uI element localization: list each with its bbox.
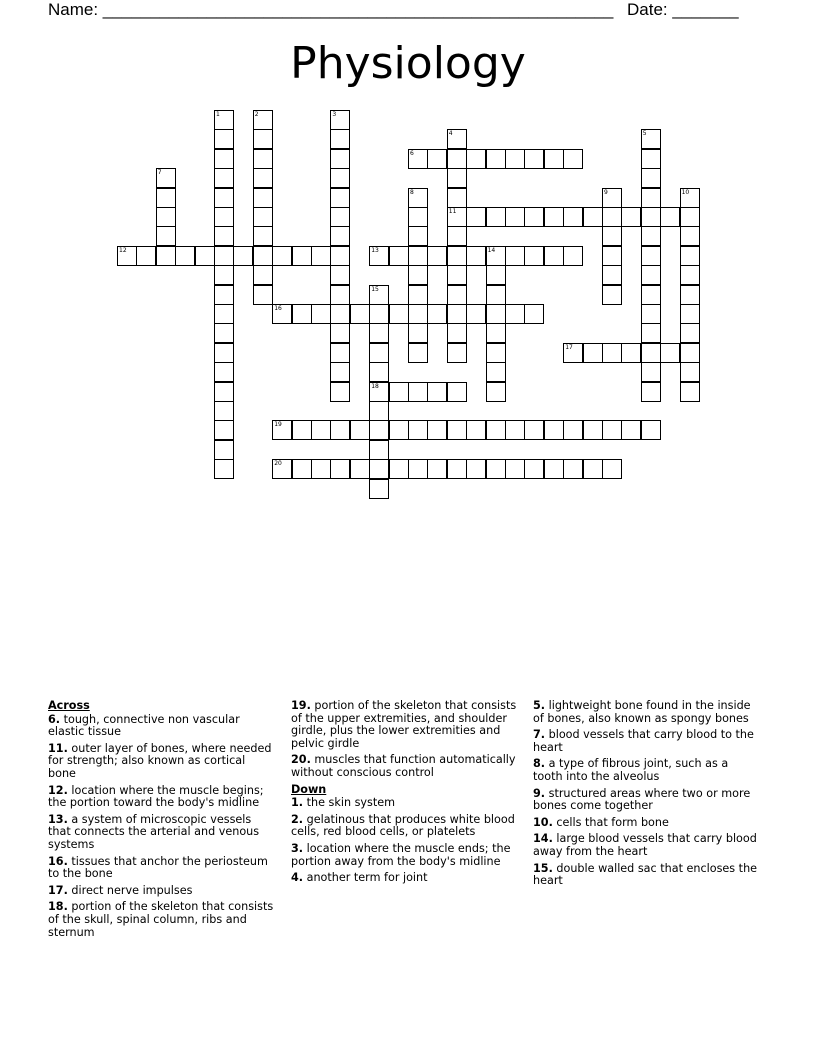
grid-clue-number: 5	[642, 130, 647, 138]
grid-cell[interactable]	[330, 207, 350, 227]
grid-cell[interactable]	[214, 440, 234, 460]
grid-cell[interactable]	[563, 420, 583, 440]
grid-cell[interactable]	[447, 304, 467, 324]
grid-cell[interactable]	[486, 323, 506, 343]
grid-clue-number: 8	[410, 188, 414, 196]
grid-cell[interactable]	[447, 188, 467, 208]
clue-down-7	[533, 729, 761, 754]
grid-cell[interactable]	[330, 362, 350, 382]
grid-cell[interactable]	[680, 246, 700, 266]
clue-number: 4.	[291, 871, 304, 885]
grid-clue-number: 9	[604, 188, 608, 196]
clue-down-2	[291, 814, 519, 839]
clue-across-19	[291, 700, 519, 750]
grid-cell[interactable]	[641, 207, 661, 227]
grid-clue-number: 19	[274, 421, 282, 429]
clue-text: a type of fibrous joint, such as a tooth into the alveolus	[533, 757, 729, 783]
grid-cell[interactable]	[641, 265, 661, 285]
grid-cell[interactable]	[350, 304, 370, 324]
name-field-label[interactable]: Name: ______________________________________________________	[48, 0, 614, 19]
clue-column-3	[533, 700, 761, 892]
clue-text: blood vessels that carry blood to the heart	[533, 728, 754, 754]
grid-cell[interactable]	[505, 149, 525, 169]
grid-cell[interactable]	[427, 459, 447, 479]
grid-cell[interactable]	[447, 323, 467, 343]
clue-number: 16.	[48, 854, 68, 868]
grid-cell[interactable]	[680, 323, 700, 343]
clue-number: 20.	[291, 753, 311, 767]
grid-cell[interactable]	[505, 207, 525, 227]
grid-cell[interactable]	[253, 226, 273, 246]
grid-clue-number: 11	[448, 208, 457, 215]
grid-cell[interactable]	[563, 459, 583, 479]
clue-text: portion of the skeleton that consists of the upper extremities, and shoulder girdle, plus the lower extremities and pelvic girdle	[291, 699, 517, 750]
grid-cell[interactable]	[389, 246, 409, 266]
grid-cell[interactable]	[621, 420, 641, 440]
clue-text: tissues that anchor the periosteum to the bone	[48, 854, 268, 881]
grid-clue-number: 6	[410, 149, 414, 157]
clue-number: 7.	[533, 728, 546, 742]
grid-cell[interactable]	[350, 420, 370, 440]
grid-cell[interactable]	[641, 343, 661, 363]
grid-cell[interactable]	[408, 207, 428, 227]
clue-number: 5.	[533, 699, 546, 712]
grid-cell[interactable]	[253, 207, 273, 227]
clue-across-18	[48, 901, 276, 939]
grid-cell[interactable]	[544, 246, 564, 266]
grid-clue-number: 4	[448, 130, 453, 138]
grid-cell[interactable]	[214, 246, 234, 266]
grid-cell[interactable]	[311, 459, 331, 479]
grid-cell[interactable]	[641, 323, 661, 343]
grid-cell[interactable]	[602, 226, 622, 246]
grid-clue-number: 1	[216, 111, 220, 118]
grid-cell[interactable]	[253, 129, 273, 149]
grid-cell[interactable]	[214, 149, 234, 169]
grid-cell[interactable]	[389, 420, 409, 440]
clue-number: 11.	[48, 741, 68, 755]
grid-cell[interactable]	[486, 362, 506, 382]
clue-down-3	[291, 843, 519, 868]
grid-cell[interactable]	[466, 459, 486, 479]
grid-cell[interactable]	[389, 459, 409, 479]
clue-text: tough, connective non vascular elastic tissue	[48, 712, 240, 739]
grid-cell[interactable]	[660, 343, 680, 363]
grid-cell[interactable]	[602, 265, 622, 285]
grid-cell[interactable]	[680, 265, 700, 285]
grid-cell[interactable]	[466, 304, 486, 324]
grid-cell[interactable]	[427, 304, 447, 324]
clue-column-1	[48, 700, 276, 943]
grid-cell[interactable]	[583, 207, 603, 227]
grid-cell[interactable]	[486, 343, 506, 363]
grid-cell[interactable]	[486, 382, 506, 402]
clue-across-16	[48, 856, 276, 881]
grid-cell[interactable]	[447, 246, 467, 266]
grid-cell[interactable]	[156, 188, 176, 208]
grid-cell[interactable]	[621, 343, 641, 363]
grid-cell[interactable]	[408, 246, 428, 266]
grid-cell[interactable]	[602, 343, 622, 363]
grid-cell[interactable]	[524, 246, 544, 266]
clue-text: a system of microscopic vessels that connects the arterial and venous systems	[48, 812, 260, 851]
clue-down-14	[533, 833, 761, 858]
grid-cell[interactable]	[505, 459, 525, 479]
grid-cell[interactable]	[330, 226, 350, 246]
grid-clue-number: 7	[157, 169, 162, 177]
grid-cell[interactable]	[602, 285, 622, 305]
grid-cell[interactable]	[253, 168, 273, 188]
grid-cell[interactable]	[641, 382, 661, 402]
grid-cell[interactable]	[602, 207, 622, 227]
grid-clue-number: 20	[274, 460, 282, 468]
grid-cell[interactable]	[602, 420, 622, 440]
grid-cell[interactable]	[330, 149, 350, 169]
grid-cell[interactable]	[641, 226, 661, 246]
grid-cell[interactable]	[330, 459, 350, 479]
grid-cell[interactable]	[369, 343, 389, 363]
clue-column-2	[291, 700, 519, 889]
grid-clue-number: 17	[565, 343, 573, 351]
clue-number: 17.	[48, 883, 68, 897]
grid-cell[interactable]	[563, 149, 583, 169]
grid-cell[interactable]	[214, 285, 234, 305]
grid-cell[interactable]	[680, 285, 700, 305]
grid-cell[interactable]	[427, 382, 447, 402]
grid-cell[interactable]	[408, 382, 428, 402]
grid-cell[interactable]	[214, 420, 234, 440]
grid-cell[interactable]	[641, 420, 661, 440]
clue-number: 13.	[48, 812, 68, 826]
clue-across-13	[48, 814, 276, 852]
clue-number: 19.	[291, 699, 311, 712]
grid-cell[interactable]	[544, 207, 564, 227]
down-heading: Down	[291, 782, 327, 796]
grid-cell[interactable]	[602, 459, 622, 479]
grid-cell[interactable]	[408, 459, 428, 479]
grid-cell[interactable]	[427, 420, 447, 440]
grid-clue-number: 3	[332, 111, 337, 118]
clue-across-11	[48, 743, 276, 781]
grid-cell[interactable]	[486, 149, 506, 169]
grid-cell[interactable]	[505, 304, 525, 324]
grid-cell[interactable]	[524, 420, 544, 440]
grid-cell[interactable]	[486, 285, 506, 305]
clue-down-15	[533, 863, 761, 888]
grid-clue-number: 16	[274, 305, 282, 312]
clue-text: another term for joint	[306, 871, 428, 885]
clue-number: 3.	[291, 841, 304, 855]
grid-cell[interactable]	[505, 420, 525, 440]
date-field-label[interactable]: Date: _______	[627, 0, 739, 19]
grid-cell[interactable]	[447, 285, 467, 305]
grid-cell[interactable]	[292, 459, 312, 479]
clue-text: direct nerve impulses	[71, 883, 193, 897]
grid-cell[interactable]	[330, 382, 350, 402]
grid-clue-number: 15	[371, 285, 379, 293]
clue-number: 18.	[48, 900, 68, 914]
grid-cell[interactable]	[214, 226, 234, 246]
grid-cell[interactable]	[311, 246, 331, 266]
grid-cell[interactable]	[602, 246, 622, 266]
grid-cell[interactable]	[156, 246, 176, 266]
clue-number: 14.	[533, 832, 553, 846]
clue-text: the skin system	[306, 796, 396, 810]
grid-cell[interactable]	[311, 420, 331, 440]
clue-number: 12.	[48, 783, 68, 797]
grid-cell[interactable]	[195, 246, 215, 266]
grid-cell[interactable]	[350, 459, 370, 479]
grid-cell[interactable]	[408, 226, 428, 246]
grid-cell[interactable]	[486, 459, 506, 479]
page-title: Physiology	[290, 38, 526, 89]
grid-cell[interactable]	[408, 420, 428, 440]
grid-cell[interactable]	[486, 207, 506, 227]
grid-cell[interactable]	[641, 285, 661, 305]
grid-cell[interactable]	[408, 304, 428, 324]
grid-clue-number: 13	[371, 246, 379, 254]
grid-cell[interactable]	[156, 207, 176, 227]
clue-number: 8.	[533, 757, 546, 771]
grid-cell[interactable]	[408, 343, 428, 363]
grid-cell[interactable]	[447, 168, 467, 188]
grid-cell[interactable]	[369, 420, 389, 440]
grid-cell[interactable]	[214, 304, 234, 324]
grid-cell[interactable]	[680, 343, 700, 363]
grid-cell[interactable]	[641, 362, 661, 382]
grid-cell[interactable]	[427, 149, 447, 169]
clue-number: 6.	[48, 712, 61, 726]
grid-cell[interactable]	[583, 343, 603, 363]
grid-clue-number: 2	[254, 111, 259, 118]
grid-cell[interactable]	[524, 149, 544, 169]
grid-cell[interactable]	[408, 285, 428, 305]
grid-cell[interactable]	[214, 168, 234, 188]
grid-cell[interactable]	[641, 246, 661, 266]
clue-across-17	[48, 885, 276, 898]
grid-cell[interactable]	[641, 149, 661, 169]
grid-cell[interactable]	[253, 188, 273, 208]
grid-cell[interactable]	[330, 168, 350, 188]
grid-cell[interactable]	[156, 226, 176, 246]
grid-cell[interactable]	[447, 459, 467, 479]
clue-list	[48, 700, 768, 960]
clue-number: 2.	[291, 812, 304, 826]
grid-cell[interactable]	[563, 207, 583, 227]
grid-cell[interactable]	[524, 459, 544, 479]
grid-cell[interactable]	[680, 207, 700, 227]
grid-cell[interactable]	[641, 168, 661, 188]
grid-clue-number: 14	[487, 246, 496, 254]
grid-cell[interactable]	[330, 129, 350, 149]
grid-cell[interactable]	[330, 420, 350, 440]
clue-text: muscles that function automatically without conscious control	[291, 753, 516, 779]
grid-cell[interactable]	[369, 304, 389, 324]
grid-cell[interactable]	[330, 285, 350, 305]
clue-across-6	[48, 714, 276, 739]
grid-cell[interactable]	[136, 246, 156, 266]
grid-cell[interactable]	[447, 226, 467, 246]
grid-cell[interactable]	[330, 304, 350, 324]
grid-cell[interactable]	[447, 149, 467, 169]
grid-cell[interactable]	[486, 304, 506, 324]
clue-across-20	[291, 754, 519, 779]
grid-cell[interactable]	[330, 343, 350, 363]
clue-text: location where the muscle ends; the portion away from the body's midline	[291, 841, 511, 868]
grid-cell[interactable]	[214, 188, 234, 208]
grid-cell[interactable]	[330, 265, 350, 285]
grid-cell[interactable]	[214, 459, 234, 479]
grid-cell[interactable]	[466, 207, 486, 227]
grid-cell[interactable]	[330, 246, 350, 266]
grid-cell[interactable]	[563, 246, 583, 266]
clue-number: 1.	[291, 796, 304, 810]
clue-text: location where the muscle begins; the portion toward the body's midline	[48, 783, 264, 810]
crossword-grid[interactable]	[0, 0, 816, 520]
clue-text: outer layer of bones, where needed for strength; also known as cortical bone	[48, 741, 272, 780]
grid-cell[interactable]	[621, 207, 641, 227]
clue-text: gelatinous that produces white blood cells, red blood cells, or platelets	[291, 812, 515, 839]
clue-down-1	[291, 797, 519, 810]
grid-cell[interactable]	[524, 207, 544, 227]
clue-text: double walled sac that encloses the heart	[533, 861, 758, 888]
grid-cell[interactable]	[214, 362, 234, 382]
grid-cell[interactable]	[524, 304, 544, 324]
grid-cell[interactable]	[253, 246, 273, 266]
grid-cell[interactable]	[583, 420, 603, 440]
grid-cell[interactable]	[292, 420, 312, 440]
grid-cell[interactable]	[466, 420, 486, 440]
grid-cell[interactable]	[214, 343, 234, 363]
grid-cell[interactable]	[447, 265, 467, 285]
grid-cell[interactable]	[292, 304, 312, 324]
grid-cell[interactable]	[311, 304, 331, 324]
grid-cell[interactable]	[369, 459, 389, 479]
grid-cell[interactable]	[447, 420, 467, 440]
grid-cell[interactable]	[369, 323, 389, 343]
grid-cell[interactable]	[214, 323, 234, 343]
grid-cell[interactable]	[544, 420, 564, 440]
grid-cell[interactable]	[330, 323, 350, 343]
grid-cell[interactable]	[389, 304, 409, 324]
grid-cell[interactable]	[544, 149, 564, 169]
grid-cell[interactable]	[447, 382, 467, 402]
grid-cell[interactable]	[680, 226, 700, 246]
grid-cell[interactable]	[272, 246, 292, 266]
grid-cell[interactable]	[253, 285, 273, 305]
clue-down-5	[533, 700, 761, 725]
grid-clue-number: 10	[681, 188, 690, 196]
grid-cell[interactable]	[544, 459, 564, 479]
clue-text: lightweight bone found in the inside of bones, also known as spongy bones	[533, 699, 751, 725]
grid-cell[interactable]	[233, 246, 253, 266]
grid-cell[interactable]	[214, 207, 234, 227]
clue-down-10	[533, 817, 761, 830]
grid-cell[interactable]	[408, 265, 428, 285]
grid-cell[interactable]	[330, 188, 350, 208]
grid-cell[interactable]	[486, 265, 506, 285]
clue-down-8	[533, 758, 761, 783]
grid-cell[interactable]	[641, 188, 661, 208]
grid-cell[interactable]	[680, 382, 700, 402]
grid-cell[interactable]	[369, 401, 389, 421]
clue-across-12	[48, 785, 276, 810]
grid-cell[interactable]	[505, 246, 525, 266]
across-heading: Across	[48, 699, 90, 712]
clue-text: cells that form bone	[556, 815, 669, 829]
grid-cell[interactable]	[214, 382, 234, 402]
grid-cell[interactable]	[447, 343, 467, 363]
clue-text: portion of the skeleton that consists of the skull, spinal column, ribs and sternum	[48, 900, 274, 939]
grid-cell[interactable]	[486, 420, 506, 440]
clue-number: 10.	[533, 815, 553, 829]
grid-cell[interactable]	[583, 459, 603, 479]
clue-down-9	[533, 788, 761, 813]
grid-cell[interactable]	[680, 362, 700, 382]
clue-text: structured areas where two or more bones come together	[533, 786, 751, 813]
grid-cell[interactable]	[175, 246, 195, 266]
grid-cell[interactable]	[214, 265, 234, 285]
grid-cell[interactable]	[680, 304, 700, 324]
clue-number: 9.	[533, 786, 546, 800]
grid-cell[interactable]	[641, 304, 661, 324]
grid-cell[interactable]	[660, 207, 680, 227]
clue-number: 15.	[533, 861, 553, 875]
grid-cell[interactable]	[427, 246, 447, 266]
grid-cell[interactable]	[253, 265, 273, 285]
grid-cell[interactable]	[214, 129, 234, 149]
grid-cell[interactable]	[369, 362, 389, 382]
grid-cell[interactable]	[214, 401, 234, 421]
grid-cell[interactable]	[466, 246, 486, 266]
clue-down-4	[291, 872, 519, 885]
grid-cell[interactable]	[389, 382, 409, 402]
grid-cell[interactable]	[253, 149, 273, 169]
grid-cell[interactable]	[466, 149, 486, 169]
clue-text: large blood vessels that carry blood away from the heart	[533, 832, 757, 858]
grid-clue-number: 18	[371, 382, 379, 390]
grid-clue-number: 12	[119, 246, 127, 254]
grid-cell[interactable]	[369, 440, 389, 460]
grid-cell[interactable]	[369, 479, 389, 499]
grid-cell[interactable]	[292, 246, 312, 266]
grid-cell[interactable]	[408, 323, 428, 343]
